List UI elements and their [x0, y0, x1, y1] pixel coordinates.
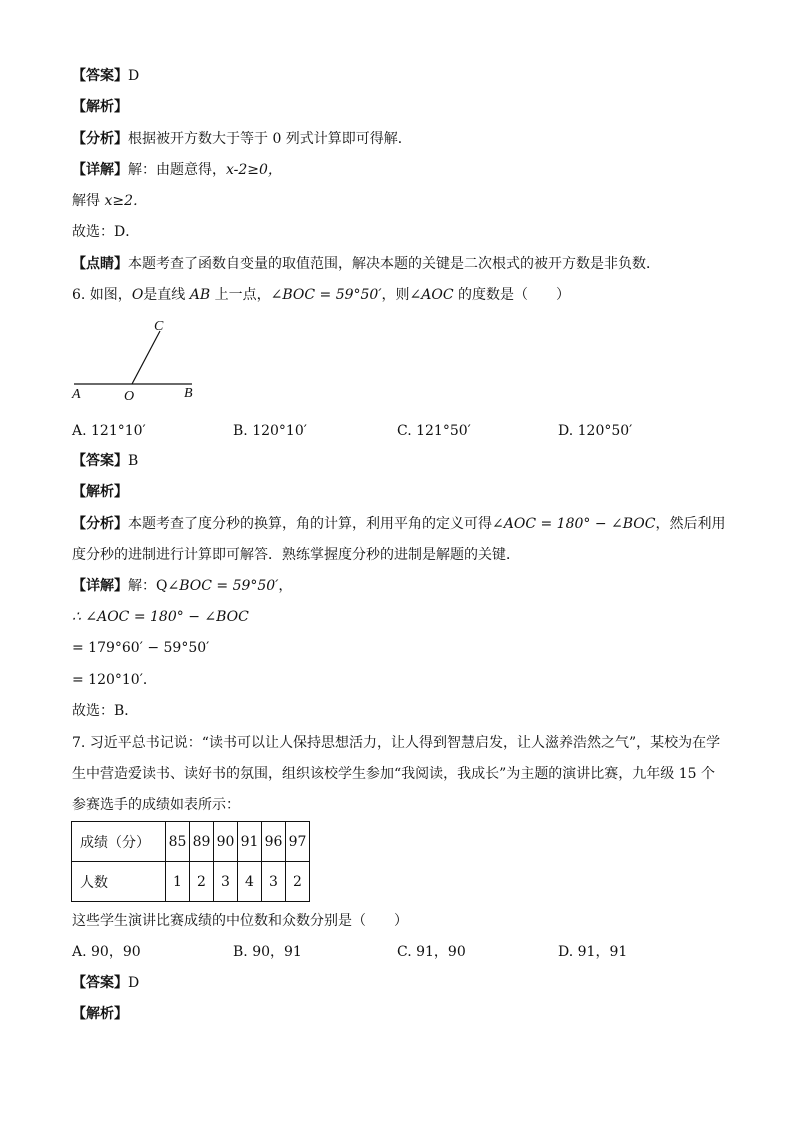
detail-text: 解：Q — [128, 578, 168, 594]
q5-choose-line: 故选：D． — [72, 224, 140, 240]
point-c-label: C — [154, 319, 164, 334]
score-cell: 85 — [166, 822, 190, 862]
q5-solve-line — [72, 191, 147, 211]
q6-choose-line: 故选：B． — [72, 703, 139, 719]
answer-label: 【答案】 — [72, 975, 128, 991]
q6-fenxi-line-2: 度分秒的进制进行计算即可解答．熟练掌握度分秒的进制是解题的关键． — [72, 547, 520, 563]
fenxi-text-c: ，然后利用 — [655, 516, 726, 532]
q7-stem-line-2: 生中营造爱读书、读好书的氛围，组织该校学生参加“我阅读，我成长”为主题的演讲比赛，九年级 15 个 — [72, 766, 716, 782]
point-a-label: A — [72, 387, 81, 402]
q5-fenxi-line — [72, 129, 412, 149]
q6-step-2: = 179°60′ − 59°50′ — [72, 640, 210, 656]
q7-stem-line-1: 7. 习近平总书记说：“读书可以让人保持思想活力，让人得到智慧启发，让人滋养浩然之气”，某校为在学 — [72, 735, 721, 751]
q5-analysis-heading — [72, 97, 128, 117]
dianjing-text: 本题考查了函数自变量的取值范围，解决本题的关键是二次根式的被开方数是非负数． — [128, 256, 660, 272]
solve-text: 解得 — [72, 193, 105, 209]
score-cell: 89 — [190, 822, 214, 862]
q7-answer-line — [72, 973, 139, 993]
q7-option-d: D. 91，91 — [558, 944, 628, 960]
q7-stem-line-3: 参赛选手的成绩如表所示： — [72, 797, 240, 813]
q5-dianjing-line — [72, 254, 660, 274]
answer-value: D — [128, 68, 140, 84]
answer-value: D — [128, 975, 140, 991]
q7-option-b: B. 90，91 — [233, 944, 302, 960]
count-cell: 2 — [190, 862, 214, 902]
q7-option-a: A. 90，90 — [72, 944, 141, 960]
count-cell: 3 — [262, 862, 286, 902]
fenxi-label: 【分析】 — [72, 516, 128, 532]
q6-option-d: D. 120°50′ — [558, 423, 633, 439]
q6-stem-text-b: 上一点， — [214, 287, 271, 303]
score-row — [72, 822, 310, 862]
q6-step-1: ∴ ∠AOC = 180° − ∠BOC — [72, 609, 249, 625]
count-row-label: 人数 — [72, 862, 166, 902]
q6-fenxi-line-1 — [72, 514, 725, 534]
q5-detail-line — [72, 160, 282, 180]
point-b-label: B — [184, 386, 193, 401]
q6-stem-text-d: 的度数是（ ） — [458, 287, 570, 303]
detail-post: ， — [278, 578, 293, 594]
detail-given: ∠BOC = 59°50′ — [167, 578, 279, 594]
count-row — [72, 862, 310, 902]
score-cell: 96 — [262, 822, 286, 862]
score-cell: 97 — [286, 822, 310, 862]
fenxi-formula: ∠AOC = 180° − ∠BOC — [492, 516, 656, 532]
q6-analysis-heading — [72, 482, 128, 502]
count-cell: 2 — [286, 862, 310, 902]
q5-answer-line — [72, 66, 139, 86]
answer-label: 【答案】 — [72, 68, 128, 84]
score-cell: 91 — [238, 822, 262, 862]
score-row-label: 成绩（分） — [72, 822, 166, 862]
dianjing-label: 【点睛】 — [72, 256, 128, 272]
detail-label: 【详解】 — [72, 578, 128, 594]
answer-value: B — [128, 453, 139, 469]
q6-detail-line — [72, 576, 292, 596]
q6-option-c: C. 121°50′ — [397, 423, 471, 439]
q7-question: 这些学生演讲比赛成绩的中位数和众数分别是（ ） — [72, 913, 408, 929]
point-o-label: O — [124, 389, 135, 404]
q6-stem-line-ab: AB — [189, 287, 211, 303]
q6-stem — [72, 285, 570, 305]
q6-option-b: B. 120°10′ — [233, 423, 307, 439]
count-cell: 3 — [214, 862, 238, 902]
angle-figure — [66, 316, 206, 406]
q6-stem-num: 6. 如图， — [72, 287, 132, 303]
q6-stem-text-c: ，则 — [381, 287, 410, 303]
q6-stem-text-a: 是直线 — [143, 287, 186, 303]
score-cell: 90 — [214, 822, 238, 862]
fenxi-text: 根据被开方数大于等于 0 列式计算即可得解． — [128, 131, 412, 147]
solve-expression: x≥2． — [104, 193, 147, 209]
answer-label: 【答案】 — [72, 453, 128, 469]
analysis-label: 【解析】 — [72, 1006, 128, 1022]
count-cell: 4 — [238, 862, 262, 902]
analysis-label: 【解析】 — [72, 99, 128, 115]
detail-text: 解：由题意得， — [128, 162, 226, 178]
q6-option-a: A. 121°10′ — [72, 423, 146, 439]
q6-step-3: = 120°10′． — [72, 672, 157, 688]
detail-label: 【详解】 — [72, 162, 128, 178]
q6-stem-angle-aoc: ∠AOC — [409, 287, 454, 303]
ray-oc — [132, 331, 160, 384]
count-cell: 1 — [166, 862, 190, 902]
q6-stem-angle-boc: ∠BOC = 59°50′ — [270, 287, 382, 303]
score-table — [71, 821, 310, 902]
fenxi-text-a: 本题考查了度分秒的换算，角的计算，利用平角的定义可得 — [128, 516, 492, 532]
q7-analysis-heading — [72, 1004, 128, 1024]
fenxi-label: 【分析】 — [72, 131, 128, 147]
analysis-label: 【解析】 — [72, 484, 128, 500]
q7-option-c: C. 91，90 — [397, 944, 466, 960]
q6-answer-line — [72, 451, 138, 471]
q6-stem-point-o: O — [131, 287, 144, 303]
detail-expression: x-2≥0， — [226, 162, 282, 178]
